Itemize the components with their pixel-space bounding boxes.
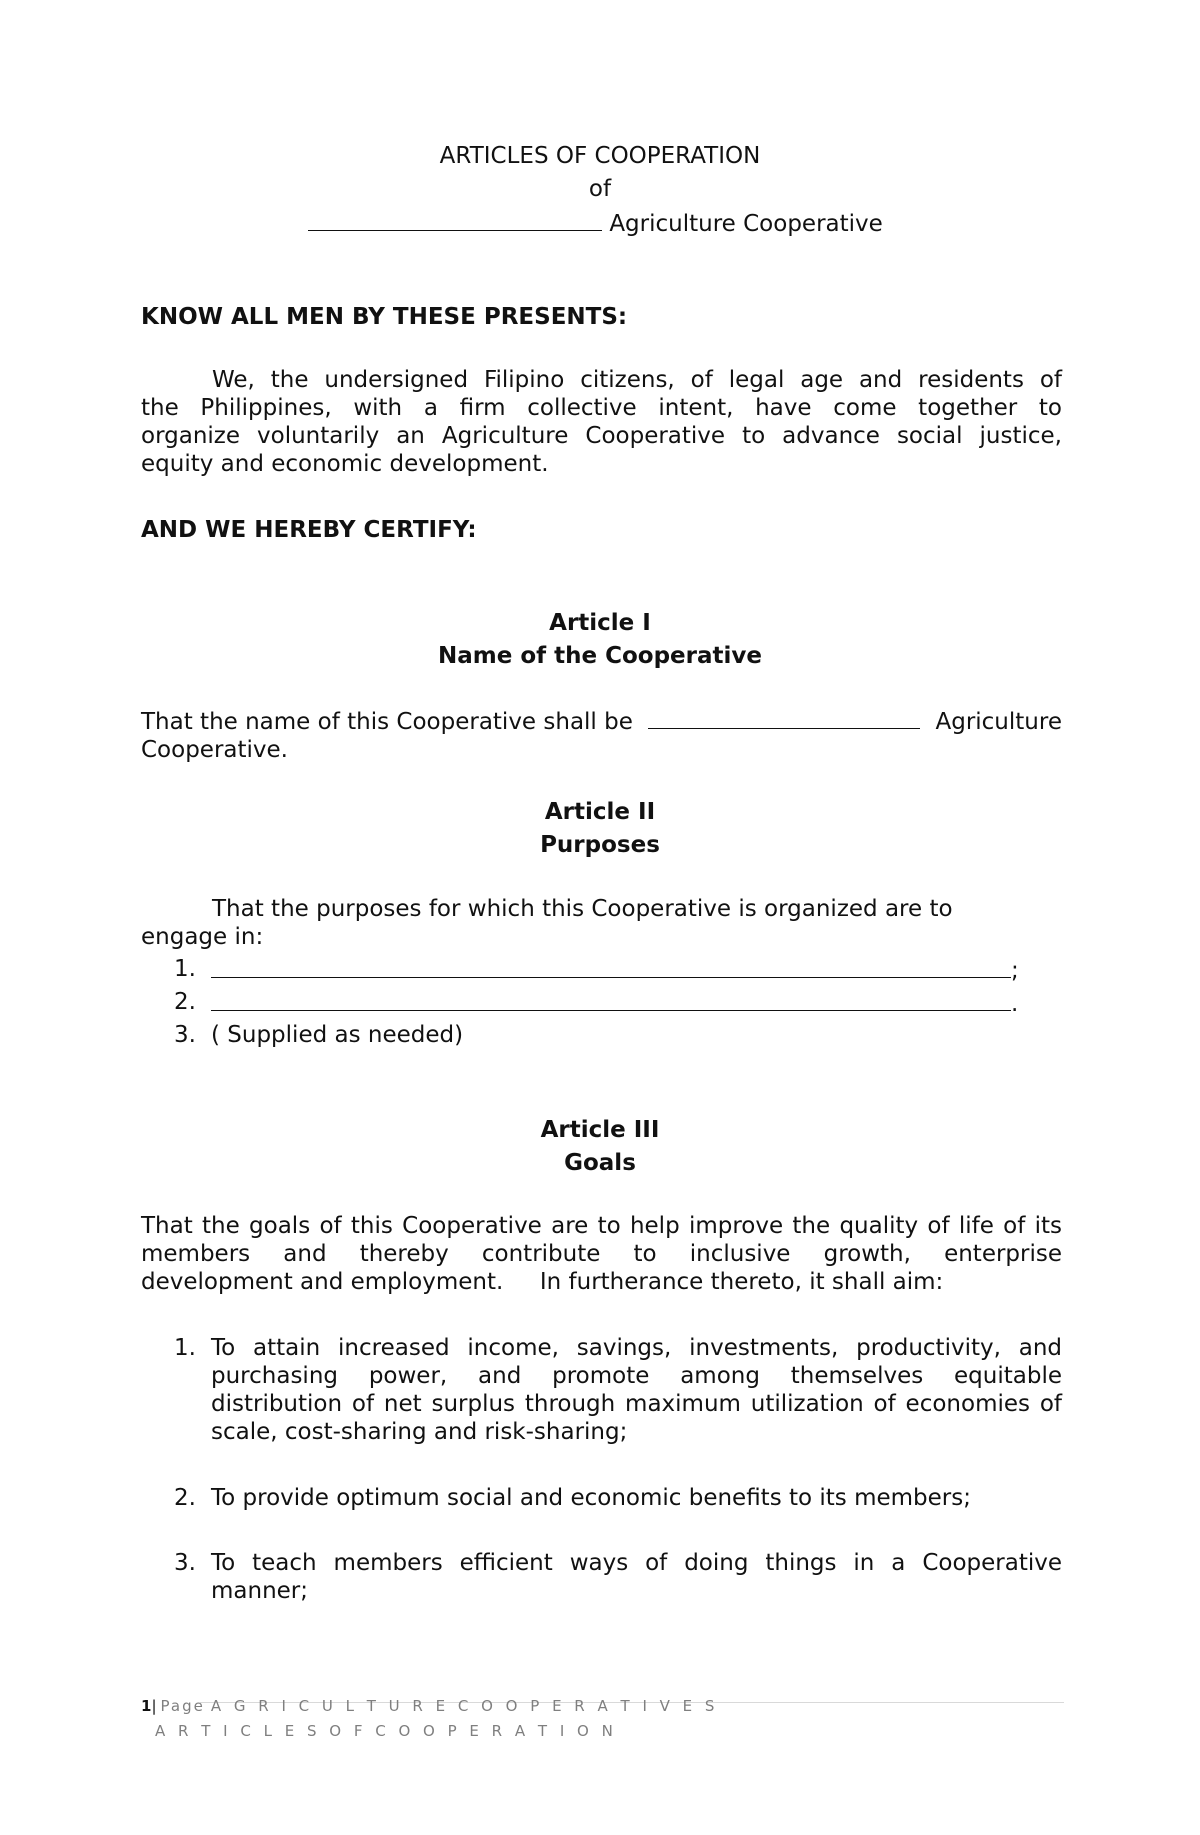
article-1-title: Name of the Cooperative	[437, 643, 762, 669]
intro-line: We, the undersigned Filipino citizens, of legal age and residents of	[212, 367, 1062, 393]
cooperative-name-blank-2	[648, 706, 920, 729]
goal-item-2: To provide optimum social and economic benefits to its members;	[211, 1485, 971, 1511]
purpose-item-number: 1.	[174, 956, 196, 982]
purpose-item-number: 2.	[174, 989, 196, 1015]
article-1-text	[141, 706, 1062, 764]
certify-heading: AND WE HEREBY CERTIFY:	[141, 517, 477, 543]
page-footer-line2: A R T I C L E S O F C O O P E R A T I O N	[155, 1722, 617, 1740]
cooperative-name-line	[308, 208, 883, 238]
article-2-intro-line1: That the purposes for which this Cooperative is organized are to	[212, 896, 953, 922]
purpose-item-3: ( Supplied as needed)	[211, 1022, 464, 1048]
article-3-title: Goals	[564, 1150, 636, 1176]
goal-item-number: 2.	[174, 1485, 196, 1511]
intro-line: organize voluntarily an Agriculture Cooperative to advance social justice,	[141, 423, 1062, 449]
article-3-intro	[141, 1212, 1062, 1296]
goal-item-3: To teach members efficient ways of doing things in a Cooperative manner;	[211, 1550, 1062, 1604]
footer-series: A G R I C U L T U R E C O O P E R A T I V E S	[210, 1697, 719, 1715]
purpose-blank-1	[211, 955, 1011, 978]
goal-item-1: To attain increased income, savings, investments, productivity, and purchasing power, and promote among themselves equitable distribution of net surplus through maximum utilization of economies of scale, cost-sharing and risk-sharing;	[211, 1335, 1062, 1445]
article-3-intro-line: development and employment. In furtherance thereto, it shall aim:	[141, 1269, 944, 1295]
intro-paragraph	[141, 366, 1062, 478]
article-1-text-after: Agriculture	[935, 709, 1062, 735]
purpose-item-1: ;	[211, 955, 1019, 985]
page-number: 1	[141, 1697, 152, 1715]
article-1-number: Article I	[549, 610, 651, 636]
know-all-men-heading: KNOW ALL MEN BY THESE PRESENTS:	[141, 304, 628, 330]
article-2-title: Purposes	[540, 832, 660, 858]
cooperative-name-blank	[308, 208, 602, 231]
article-3-number: Article III	[540, 1117, 660, 1143]
page-label: Page	[160, 1697, 205, 1715]
article-3-intro-line: members and thereby contribute to inclusive growth, enterprise	[141, 1241, 1062, 1267]
intro-line: the Philippines, with a firm collective intent, have come together to	[141, 395, 1062, 421]
intro-line: equity and economic development.	[141, 451, 549, 477]
cooperative-suffix: Agriculture Cooperative	[609, 211, 883, 237]
article-1-text-line2: Cooperative.	[141, 737, 288, 763]
goal-item-number: 3.	[174, 1550, 196, 1576]
document-title: ARTICLES OF COOPERATION	[439, 143, 761, 169]
purpose-blank-2	[211, 988, 1011, 1011]
title-of: of	[588, 176, 612, 202]
purpose-item-number: 3.	[174, 1022, 196, 1048]
article-2-number: Article II	[544, 799, 656, 825]
purpose-item-2: .	[211, 988, 1018, 1018]
article-2-intro-line2: engage in:	[141, 924, 264, 950]
goal-item-number: 1.	[174, 1335, 196, 1361]
article-3-intro-line: That the goals of this Cooperative are to help improve the quality of life of its	[141, 1213, 1062, 1239]
article-1-text-before: That the name of this Cooperative shall be	[141, 709, 633, 735]
page-separator: |	[151, 1697, 157, 1715]
page-footer-line1	[141, 1692, 718, 1720]
